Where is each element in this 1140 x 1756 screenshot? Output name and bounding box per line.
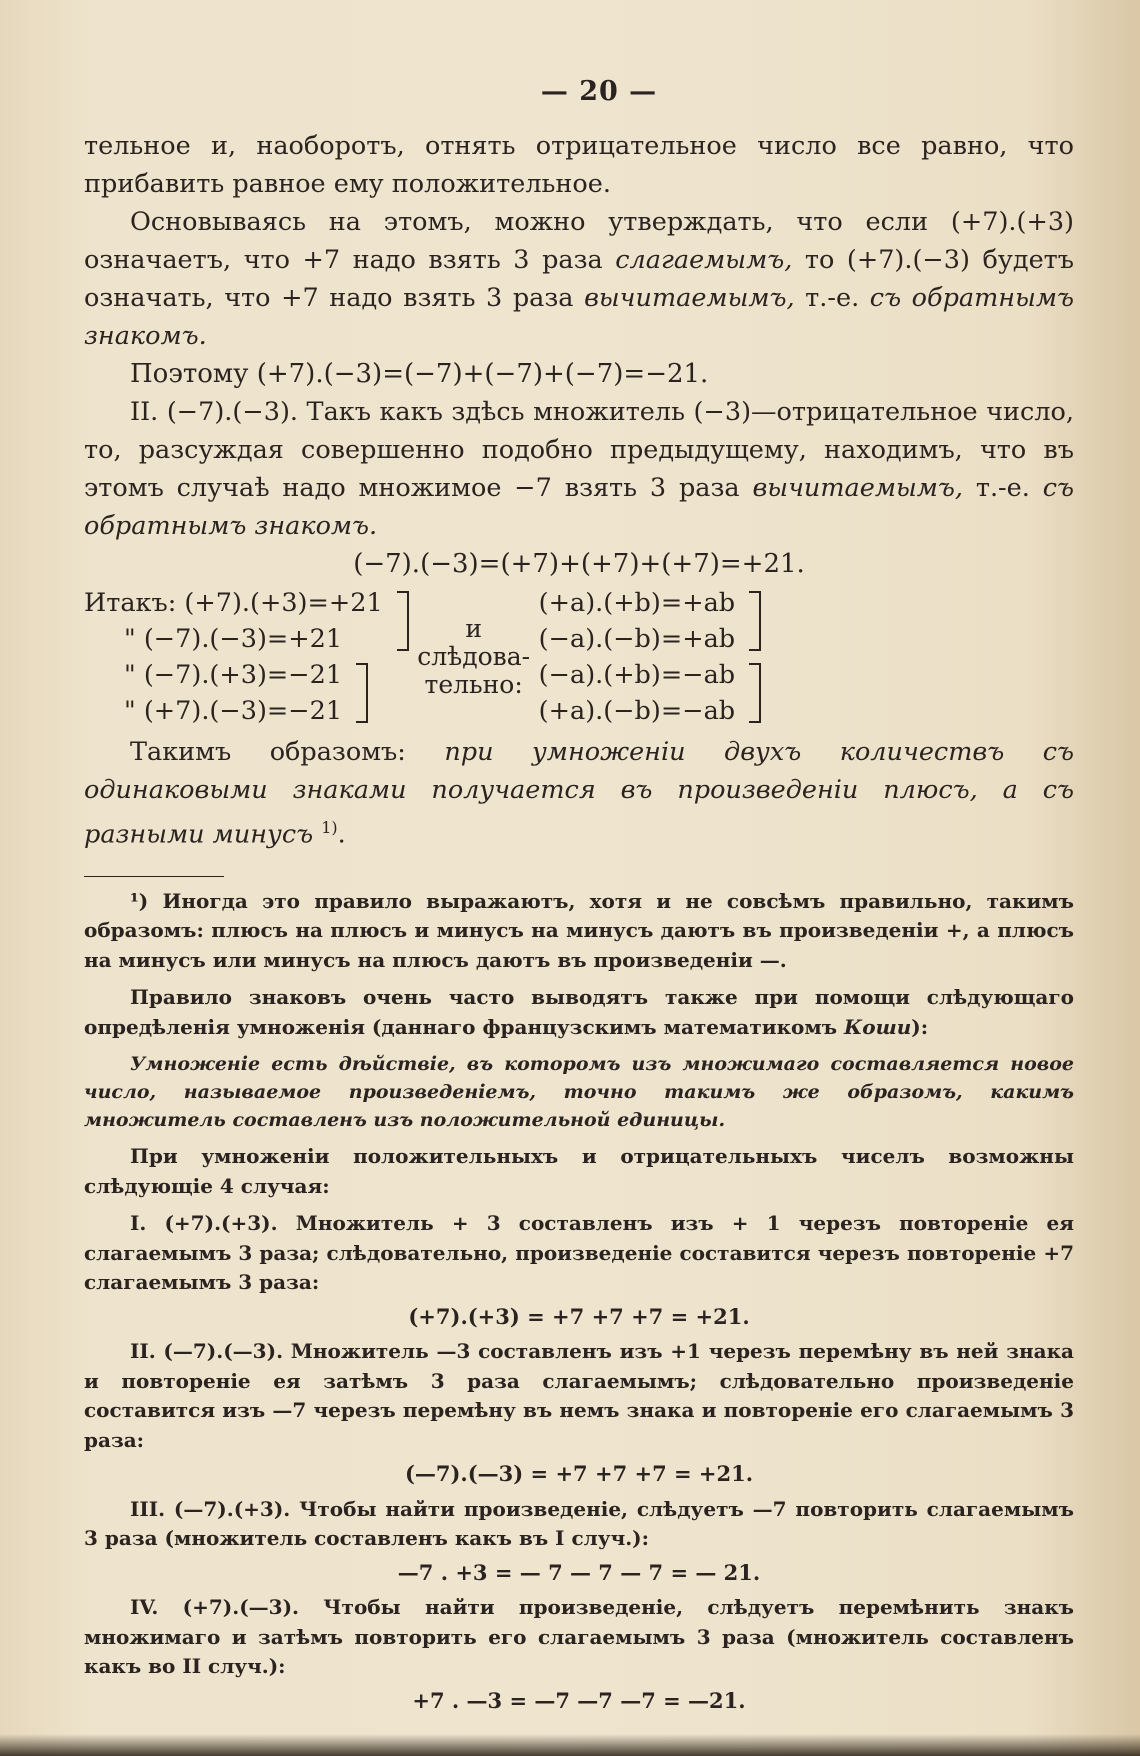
paragraph-multiplication-meaning: Основываясь на этомъ, можно утверждать, что если (+7).(+3) означаетъ, что +7 надо взять 3 раза слагаемымъ, то (+7).(−3) будетъ означать, что +7 надо взять 3 раза вычитаемымъ, т.-е. съ обратнымъ знакомъ. [84, 207, 1074, 351]
footnote-case-4: IV. (+7).(—3). Чтобы найти произведеніе, слѣдуетъ перемѣнить знакъ множимаго и затѣмъ повторить его слагаемымъ 3 раза (множитель составленъ какъ во II случ.): [84, 1595, 1074, 1678]
footnote-case-1-equation: (+7).(+3) = +7 +7 +7 = +21. [408, 1303, 750, 1329]
equation-case-1: Поэтому (+7).(−3)=(−7)+(−7)+(−7)=−21. [130, 359, 709, 389]
rule-line: " (+7).(−3)=−21 [124, 696, 343, 726]
footnote-case-1: I. (+7).(+3). Множитель + 3 составленъ изъ + 1 черезъ повтореніе ея слагаемымъ 3 раза; слѣдовательно, произведеніе составится черезъ повтореніе +7 слагаемымъ 3 раза: [84, 1211, 1074, 1294]
numeric-rules [84, 585, 409, 729]
footnote-case-2-equation: (—7).(—3) = +7 +7 +7 = +21. [404, 1461, 754, 1486]
rule-line: (−a).(−b)=+ab [538, 624, 736, 654]
footnote-divider [84, 876, 224, 877]
paragraph-continuation: тельное и, наоборотъ, отнять отрицательное число все равно, что прибавить равное ему положительное. [84, 131, 1074, 199]
footnote-definition-intro: Правило знаковъ очень часто выводятъ также при помощи слѣдующаго опредѣленія умноженія (даннаго французскимъ математикомъ Коши): [84, 985, 1074, 1039]
equation-case-2: (−7).(−3)=(+7)+(+7)+(+7)=+21. [353, 549, 805, 579]
main-text [84, 127, 1074, 854]
therefore-label: и слѣдова- тельно: [417, 614, 531, 699]
footnote-1: ¹) Иногда это правило выражаютъ, хотя и не совсѣмъ правильно, такимъ образомъ: плюсъ на плюсъ и минусъ на минусъ даютъ въ произведеніи +, а плюсъ на минусъ или минусъ на плюсъ даютъ въ произведеніи —. [84, 888, 1074, 972]
right-bracket [356, 663, 368, 723]
footnote-case-4-equation: +7 . —3 = —7 —7 —7 = —21. [412, 1687, 746, 1713]
footnote-cases-intro: При умноженіи положительныхъ и отрицательныхъ чиселъ возможны слѣдующіе 4 случая: [84, 1144, 1074, 1198]
paragraph-case-2: II. (−7).(−3). Такъ какъ здѣсь множитель (−3)—отрицательное число, то, разсуждая совершенно подобно предыдущему, находимъ, что въ этомъ случаѣ надо множимое −7 взять 3 раза вычитаемымъ, т.-е. съ обратнымъ знакомъ. [84, 397, 1074, 541]
page-number: — 20 — [540, 76, 658, 107]
rule-line: " (−7).(+3)=−21 [124, 660, 343, 690]
sign-rules-summary [84, 585, 1074, 729]
footnote-case-2: II. (—7).(—3). Множитель —3 составленъ изъ +1 черезъ перемѣну въ ней знака и повтореніе ея затѣмъ 3 раза слагаемымъ; слѣдовательно произведеніе составится изъ —7 черезъ перемѣну въ немъ знака и повтореніе его слагаемымъ 3 раза: [84, 1339, 1074, 1452]
rule-line: (+a).(−b)=−ab [538, 696, 736, 726]
rule-line: (+a).(+b)=+ab [538, 588, 736, 618]
algebraic-rules [539, 585, 761, 729]
rule-line: (−a).(+b)=−ab [538, 660, 736, 690]
rule-line: " (−7).(−3)=+21 [124, 624, 343, 654]
footnote [84, 887, 1074, 1716]
right-bracket [397, 591, 409, 651]
footnote-case-3-equation: —7 . +3 = — 7 — 7 — 7 = — 21. [397, 1559, 761, 1585]
footnote-case-3: III. (—7).(+3). Чтобы найти произведеніе, слѣдуетъ —7 повторить слагаемымъ 3 раза (множитель составленъ какъ въ I случ.): [84, 1496, 1074, 1550]
right-bracket [749, 591, 761, 651]
right-bracket [749, 663, 761, 723]
footnote-definition: Умноженіе есть дѣйствіе, въ которомъ изъ множимаго составляется новое число, называемое произведеніемъ, точно такимъ же образомъ, какимъ множитель составленъ изъ положительной единицы. [84, 1053, 1074, 1131]
rule-line: Итакъ: (+7).(+3)=+21 [84, 588, 383, 618]
sign-rule-statement: Такимъ образомъ: при умноженіи двухъ количествъ съ одинаковыми знаками получается въ произведеніи плюсъ, а съ разными минусъ $^{1)}$. [84, 737, 1074, 850]
